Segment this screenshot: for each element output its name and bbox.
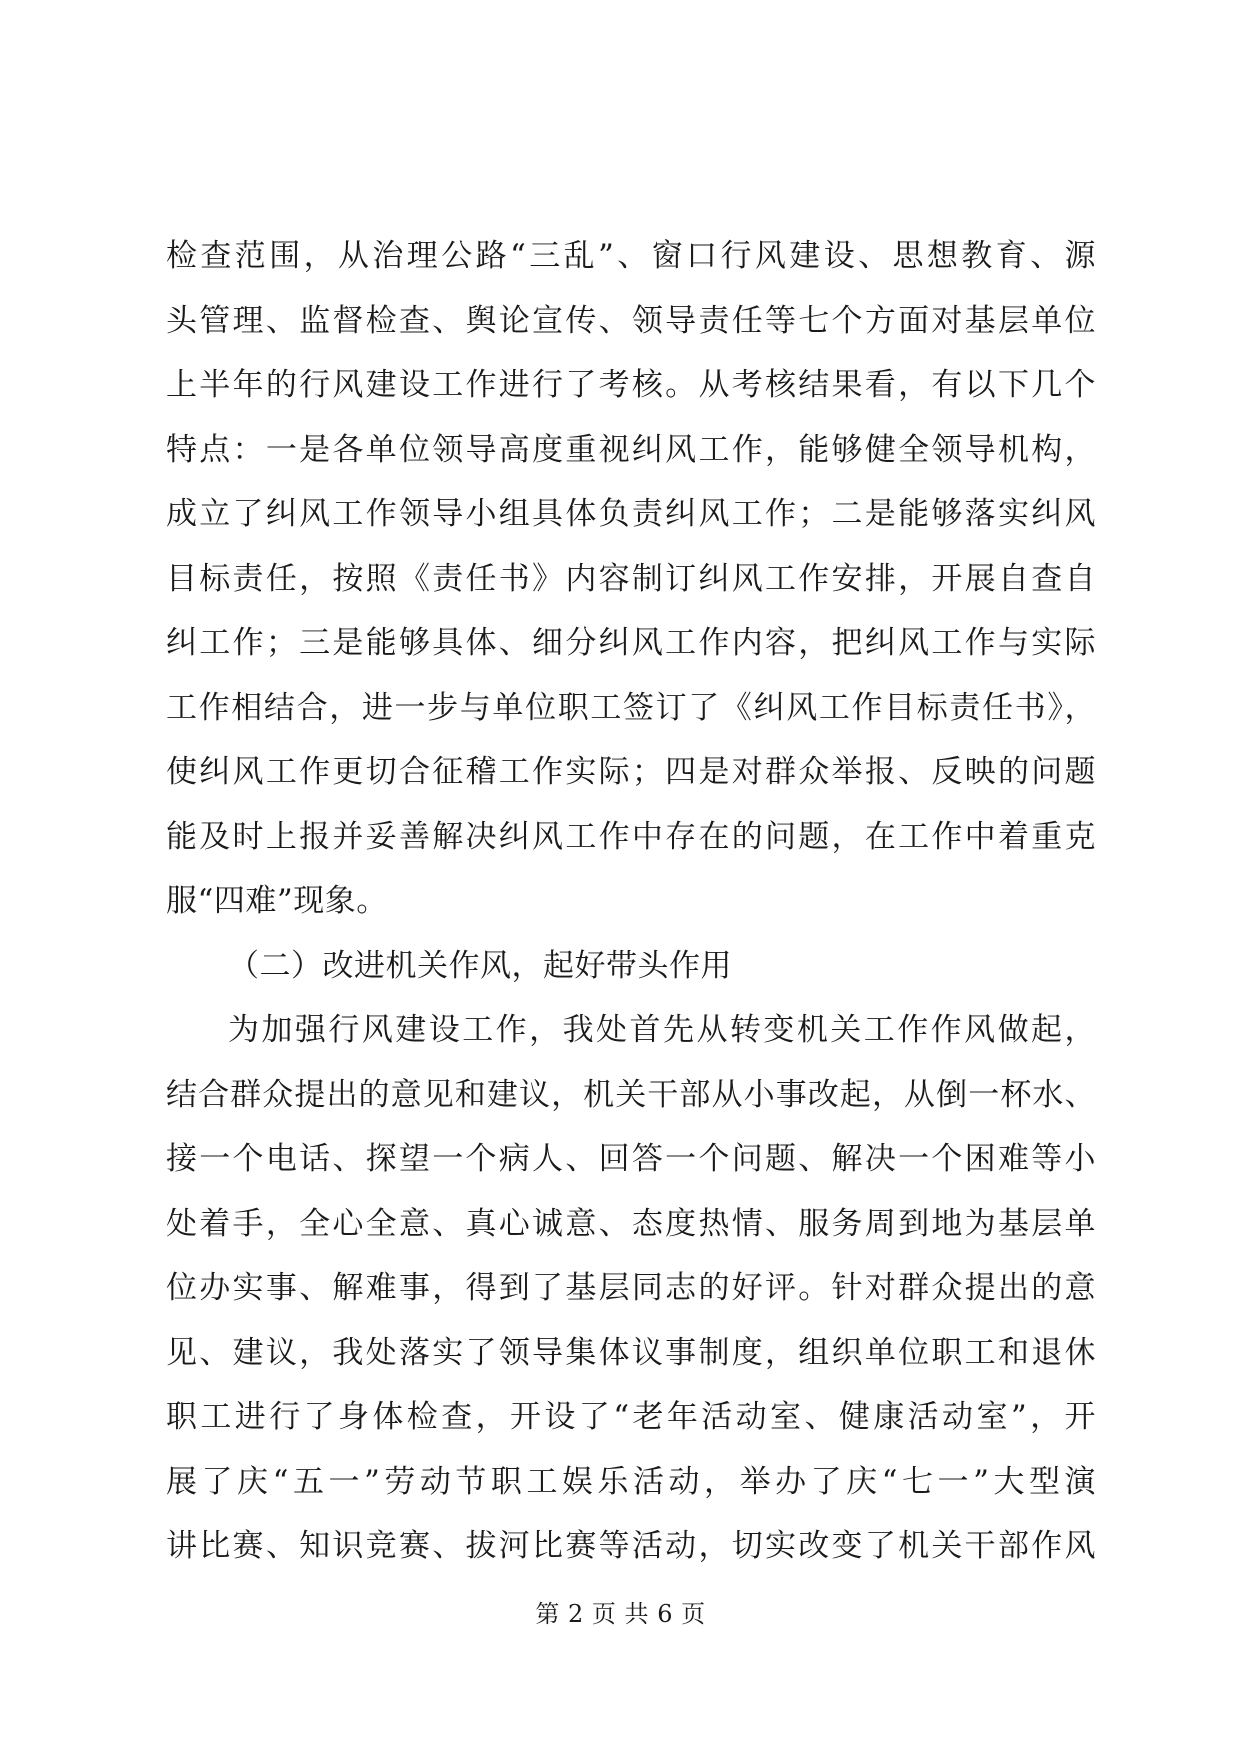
text-line: 头管理、监督检查、舆论宣传、领导责任等七个方面对基层单位 [166, 302, 1096, 339]
page-number-footer: 第 2 页 共 6 页 [535, 1600, 706, 1628]
text-line: 上半年的行风建设工作进行了考核。从考核结果看，有以下几个 [166, 367, 1096, 403]
text-line: 见、建议，我处落实了领导集体议事制度，组织单位职工和退休 [166, 1334, 1096, 1371]
text-line: 职工进行了身体检查，开设了“老年活动室、健康活动室”，开 [166, 1399, 1096, 1435]
text-line: 特点：一是各单位领导高度重视纠风工作，能够健全领导机构， [166, 431, 1096, 468]
text-line: 成立了纠风工作领导小组具体负责纠风工作；二是能够落实纠风 [166, 496, 1096, 532]
text-line: 使纠风工作更切合征稽工作实际；四是对群众举报、反映的问题 [166, 754, 1096, 790]
text-line: 讲比赛、知识竞赛、拔河比赛等活动，切实改变了机关干部作风 [166, 1528, 1096, 1564]
text-line: 服“四难”现象。 [166, 883, 388, 919]
text-line: 能及时上报并妥善解决纠风工作中存在的问题，在工作中着重克 [166, 818, 1096, 855]
text-line: 展了庆“五一”劳动节职工娱乐活动，举办了庆“七一”大型演 [166, 1463, 1096, 1500]
body-text [166, 224, 1096, 1579]
text-line: 位办实事、解难事，得到了基层同志的好评。针对群众提出的意 [166, 1270, 1096, 1306]
text-line: 为加强行风建设工作，我处首先从转变机关工作作风做起， [228, 1012, 1096, 1048]
text-line: 工作相结合，进一步与单位职工签订了《纠风工作目标责任书》， [166, 689, 1096, 726]
text-line: 处着手，全心全意、真心诚意、态度热情、服务周到地为基层单 [166, 1205, 1096, 1242]
text-line: 检查范围，从治理公路“三乱”、窗口行风建设、思想教育、源 [166, 238, 1096, 274]
text-line: 结合群众提出的意见和建议，机关干部从小事改起，从倒一杯水、 [166, 1076, 1096, 1113]
text-line: 接一个电话、探望一个病人、回答一个问题、解决一个困难等小 [166, 1141, 1096, 1177]
section-heading: （二）改进机关作风，起好带头作用 [228, 947, 732, 984]
text-line: 纠工作；三是能够具体、细分纠风工作内容，把纠风工作与实际 [166, 625, 1096, 661]
text-line: 目标责任，按照《责任书》内容制订纠风工作安排，开展自查自 [166, 560, 1096, 597]
